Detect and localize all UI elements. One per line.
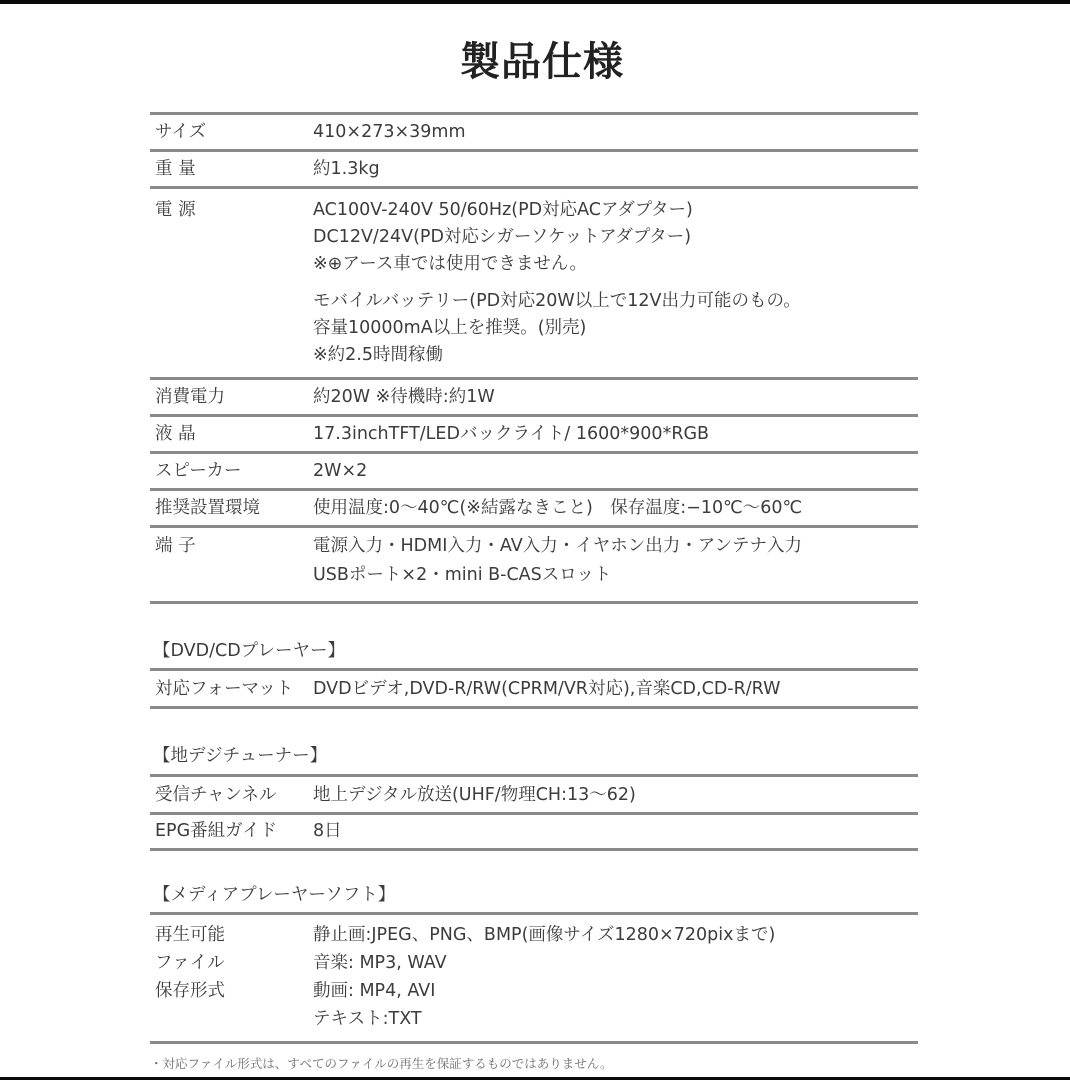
tuner-label-channel: 受信チャンネル bbox=[155, 785, 277, 805]
divider bbox=[150, 848, 918, 851]
tuner-label-epg: EPG番組ガイド bbox=[155, 821, 278, 841]
media-label-line: 再生可能 bbox=[155, 925, 225, 945]
spec-label-lcd: 液 晶 bbox=[155, 424, 196, 444]
spec-value-lcd: 17.3inchTFT/LEDバックライト/ 1600*900*RGB bbox=[313, 424, 710, 444]
divider bbox=[150, 706, 918, 709]
spec-label-size: サイズ bbox=[155, 122, 207, 142]
media-value-line: 動画: MP4, AVI bbox=[313, 981, 436, 1001]
top-border bbox=[0, 0, 1070, 4]
divider bbox=[150, 112, 918, 115]
spec-value-terminals-line: 電源入力・HDMI入力・AV入力・イヤホン出力・アンテナ入力 bbox=[313, 536, 803, 556]
section-heading-dvd: 【DVD/CDプレーヤー】 bbox=[153, 641, 346, 661]
spec-label-power: 電 源 bbox=[155, 200, 196, 220]
media-value-line: テキスト:TXT bbox=[313, 1009, 422, 1029]
spec-value-power-line: ※約2.5時間稼働 bbox=[313, 345, 443, 365]
divider bbox=[150, 414, 918, 417]
divider bbox=[150, 774, 918, 777]
spec-value-terminals-line: USBポート×2・mini B-CASスロット bbox=[313, 565, 612, 585]
media-label-line: 保存形式 bbox=[155, 981, 225, 1001]
divider bbox=[150, 668, 918, 671]
spec-value-weight: 約1.3kg bbox=[313, 159, 380, 179]
spec-label-consumption: 消費電力 bbox=[155, 387, 225, 407]
spec-label-speaker: スピーカー bbox=[155, 461, 242, 481]
media-label-line: ファイル bbox=[155, 953, 225, 973]
spec-label-weight: 重 量 bbox=[155, 159, 196, 179]
page-title: 製品仕様 bbox=[460, 39, 624, 85]
section-heading-tuner: 【地デジチューナー】 bbox=[153, 746, 328, 766]
divider bbox=[150, 1041, 918, 1044]
spec-value-consumption: 約20W ※待機時:約1W bbox=[313, 387, 495, 407]
spec-value-environment: 使用温度:0～40℃(※結露なきこと) 保存温度:−10℃～60℃ bbox=[313, 498, 803, 518]
spec-value-power-line: DC12V/24V(PD対応シガーソケットアダプター) bbox=[313, 227, 692, 247]
spec-value-speaker: 2W×2 bbox=[313, 461, 368, 481]
spec-value-power-line: ※⊕アース車では使用できません。 bbox=[313, 254, 587, 274]
spec-value-size: 410×273×39mm bbox=[313, 122, 466, 142]
divider bbox=[150, 149, 918, 152]
divider bbox=[150, 377, 918, 380]
spec-label-environment: 推奨設置環境 bbox=[155, 498, 260, 518]
divider bbox=[150, 912, 918, 915]
divider bbox=[150, 451, 918, 454]
media-value-line: 静止画:JPEG、PNG、BMP(画像サイズ1280×720pixまで) bbox=[313, 925, 776, 945]
tuner-value-epg: 8日 bbox=[313, 821, 342, 841]
divider bbox=[150, 488, 918, 491]
spec-value-power-line: 容量10000mA以上を推奨。(別売) bbox=[313, 318, 587, 338]
section-heading-media: 【メディアプレーヤーソフト】 bbox=[153, 885, 396, 905]
media-value-line: 音楽: MP3, WAV bbox=[313, 953, 447, 973]
dvd-label-format: 対応フォーマット bbox=[155, 679, 294, 699]
divider bbox=[150, 525, 918, 528]
divider bbox=[150, 601, 918, 604]
spec-label-terminals: 端 子 bbox=[155, 536, 196, 556]
divider bbox=[150, 186, 918, 189]
footnote: ・対応ファイル形式は、すべてのファイルの再生を保証するものではありません。 bbox=[150, 1056, 613, 1071]
spec-value-power-line: AC100V-240V 50/60Hz(PD対応ACアダプター) bbox=[313, 200, 693, 220]
dvd-value-format: DVDビデオ,DVD-R/RW(CPRM/VR対応),音楽CD,CD-R/RW bbox=[313, 679, 781, 699]
tuner-value-channel: 地上デジタル放送(UHF/物理CH:13～62) bbox=[313, 785, 636, 805]
spec-value-power-line: モバイルバッテリー(PD対応20W以上で12V出力可能のもの。 bbox=[313, 291, 801, 311]
divider bbox=[150, 812, 918, 815]
